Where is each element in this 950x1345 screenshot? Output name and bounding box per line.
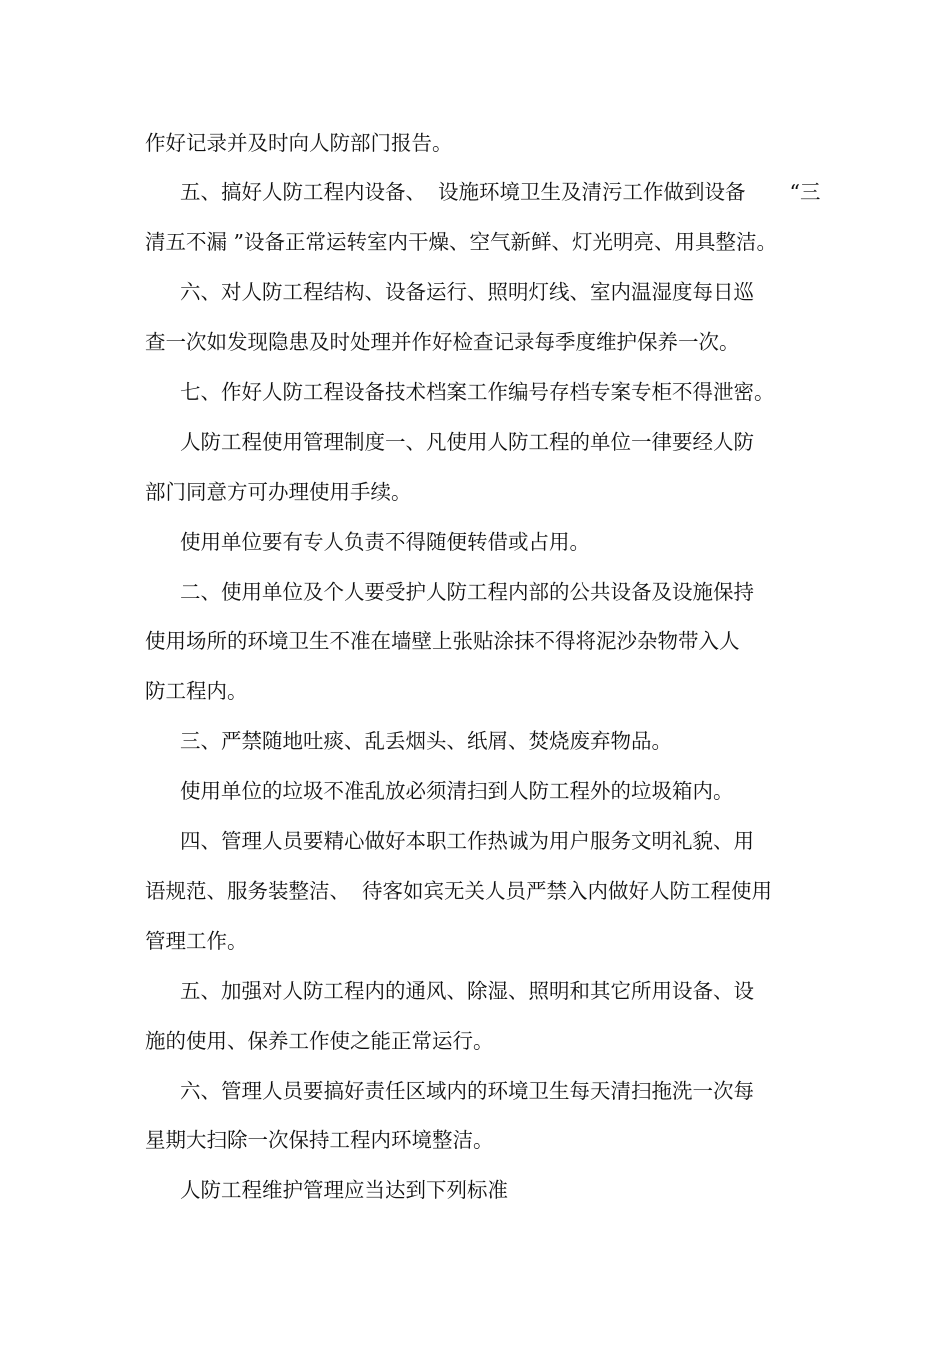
text-fragment: 六、对人防工程结构、设备运行、照明灯线、室内温湿度每日巡 xyxy=(180,280,754,304)
text-line xyxy=(0,776,950,806)
text-line xyxy=(0,227,950,257)
text-fragment: 三、严禁随地吐痰、乱丢烟头、纸屑、焚烧废弃物品。 xyxy=(180,729,672,753)
text-fragment: 管理工作。 xyxy=(145,929,248,953)
text-fragment: 待客如宾无关人员严禁入内做好人防工程使用 xyxy=(362,879,772,903)
text-line xyxy=(0,177,950,207)
text-line xyxy=(0,626,950,656)
text-fragment: 部门同意方可办理使用手续。 xyxy=(145,480,412,504)
text-fragment: 五、加强对人防工程内的通风、除湿、照明和其它所用设备、设 xyxy=(180,979,754,1003)
text-fragment: 防工程内。 xyxy=(145,679,248,703)
text-line xyxy=(0,377,950,407)
text-fragment: 查一次如发现隐患及时处理并作好检查记录每季度维护保养一次。 xyxy=(145,330,740,354)
text-line xyxy=(0,976,950,1006)
text-line xyxy=(0,277,950,307)
text-line xyxy=(0,876,950,906)
text-fragment: 人防工程使用管理制度一、凡使用人防工程的单位一律要经人防 xyxy=(180,430,754,454)
text-fragment: 清五不漏 ”设备正常运转室内干燥、空气新鲜、灯光明亮、用具整洁。 xyxy=(145,230,777,254)
text-fragment: 星期大扫除一次保持工程内环境整洁。 xyxy=(145,1128,494,1152)
text-fragment: 使用单位的垃圾不准乱放必须清扫到人防工程外的垃圾箱内。 xyxy=(180,779,734,803)
text-fragment: 七、作好人防工程设备技术档案工作编号存档专案专柜不得泄密。 xyxy=(180,380,775,404)
text-line xyxy=(0,826,950,856)
text-fragment: 设施环境卫生及清污工作做到设备 xyxy=(438,180,746,204)
text-line xyxy=(0,527,950,557)
text-fragment: 人防工程维护管理应当达到下列标准 xyxy=(180,1178,508,1202)
text-line xyxy=(0,926,950,956)
text-fragment: 四、管理人员要精心做好本职工作热诚为用户服务文明礼貌、用 xyxy=(180,829,754,853)
text-fragment: 六、管理人员要搞好责任区域内的环境卫生每天清扫拖洗一次每 xyxy=(180,1079,754,1103)
text-fragment: 五、搞好人防工程内设备、 xyxy=(180,180,426,204)
text-fragment: 使用单位要有专人负责不得随便转借或占用。 xyxy=(180,530,590,554)
text-line xyxy=(0,1125,950,1155)
text-fragment: 使用场所的环境卫生不准在墙壁上张贴涂抹不得将泥沙杂物带入人 xyxy=(145,629,740,653)
text-line xyxy=(0,577,950,607)
text-line xyxy=(0,477,950,507)
text-fragment: 施的使用、保养工作使之能正常运行。 xyxy=(145,1029,494,1053)
text-fragment: “三 xyxy=(789,180,821,204)
text-line xyxy=(0,327,950,357)
text-line xyxy=(0,1076,950,1106)
text-fragment: 二、使用单位及个人要受护人防工程内部的公共设备及设施保持 xyxy=(180,580,754,604)
text-line xyxy=(0,1175,950,1205)
text-fragment: 作好记录并及时向人防部门报告。 xyxy=(145,131,453,155)
text-line xyxy=(0,1026,950,1056)
text-line xyxy=(0,427,950,457)
text-line xyxy=(0,726,950,756)
text-line xyxy=(0,676,950,706)
text-line xyxy=(0,128,950,158)
text-fragment: 语规范、服务装整洁、 xyxy=(145,879,350,903)
